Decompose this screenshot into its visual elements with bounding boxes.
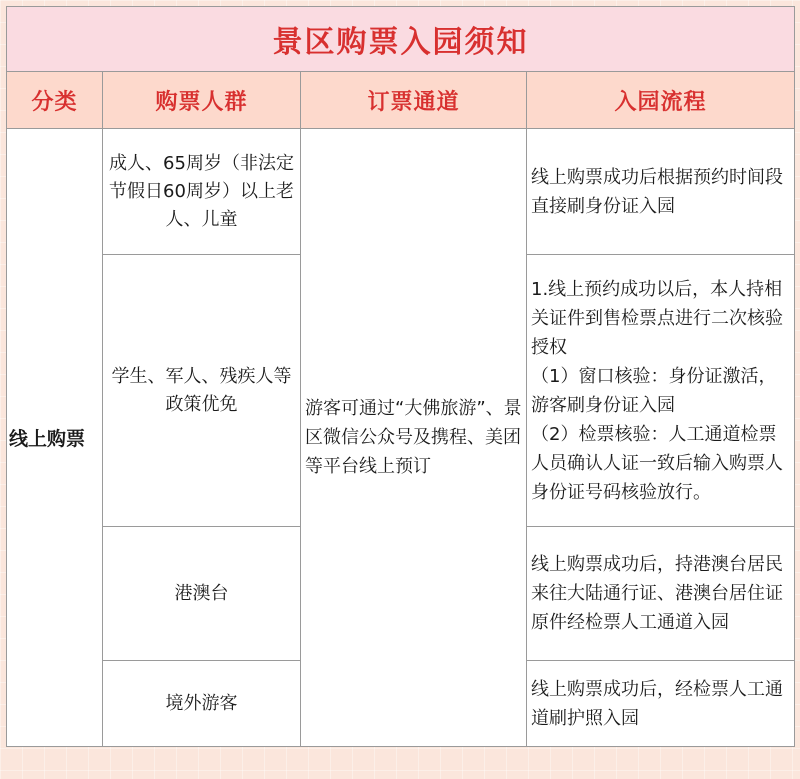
header-group: 购票人群	[103, 72, 301, 129]
category-cell: 线上购票	[7, 129, 103, 747]
header-category: 分类	[7, 72, 103, 129]
process-cell-0	[527, 129, 795, 255]
process-cell-2	[527, 527, 795, 661]
process-cell-1	[527, 255, 795, 527]
header-channel: 订票通道	[301, 72, 527, 129]
group-cell-1: 学生、军人、残疾人等政策优免	[103, 255, 301, 527]
channel-cell: 游客可通过“大佛旅游”、景区微信公众号及携程、美团等平台线上预订	[301, 129, 527, 747]
process-text: 1.线上预约成功以后，本人持相关证件到售检票点进行二次核验授权	[531, 278, 783, 358]
process-text: 线上购票成功后根据预约时间段直接刷身份证入园	[531, 166, 783, 217]
header-process: 入园流程	[527, 72, 795, 129]
table-row	[7, 129, 795, 255]
process-text: 线上购票成功后，持港澳台居民来往大陆通行证、港澳台居住证原件经检票人工通道入园	[531, 554, 783, 633]
process-text: （1）窗口核验：身份证激活，游客刷身份证入园	[531, 365, 777, 416]
group-cell-3: 境外游客	[103, 661, 301, 747]
table-title: 景区购票入园须知	[7, 7, 795, 72]
group-cell-0: 成人、65周岁（非法定节假日60周岁）以上老人、儿童	[103, 129, 301, 255]
process-text: 线上购票成功后，经检票人工通道刷护照入园	[531, 678, 783, 729]
process-text: （2）检票核验：人工通道检票人员确认人证一致后输入购票人身份证号码核验放行。	[531, 423, 783, 503]
process-cell-3	[527, 661, 795, 747]
ticket-notice-table	[6, 6, 795, 747]
group-cell-2: 港澳台	[103, 527, 301, 661]
